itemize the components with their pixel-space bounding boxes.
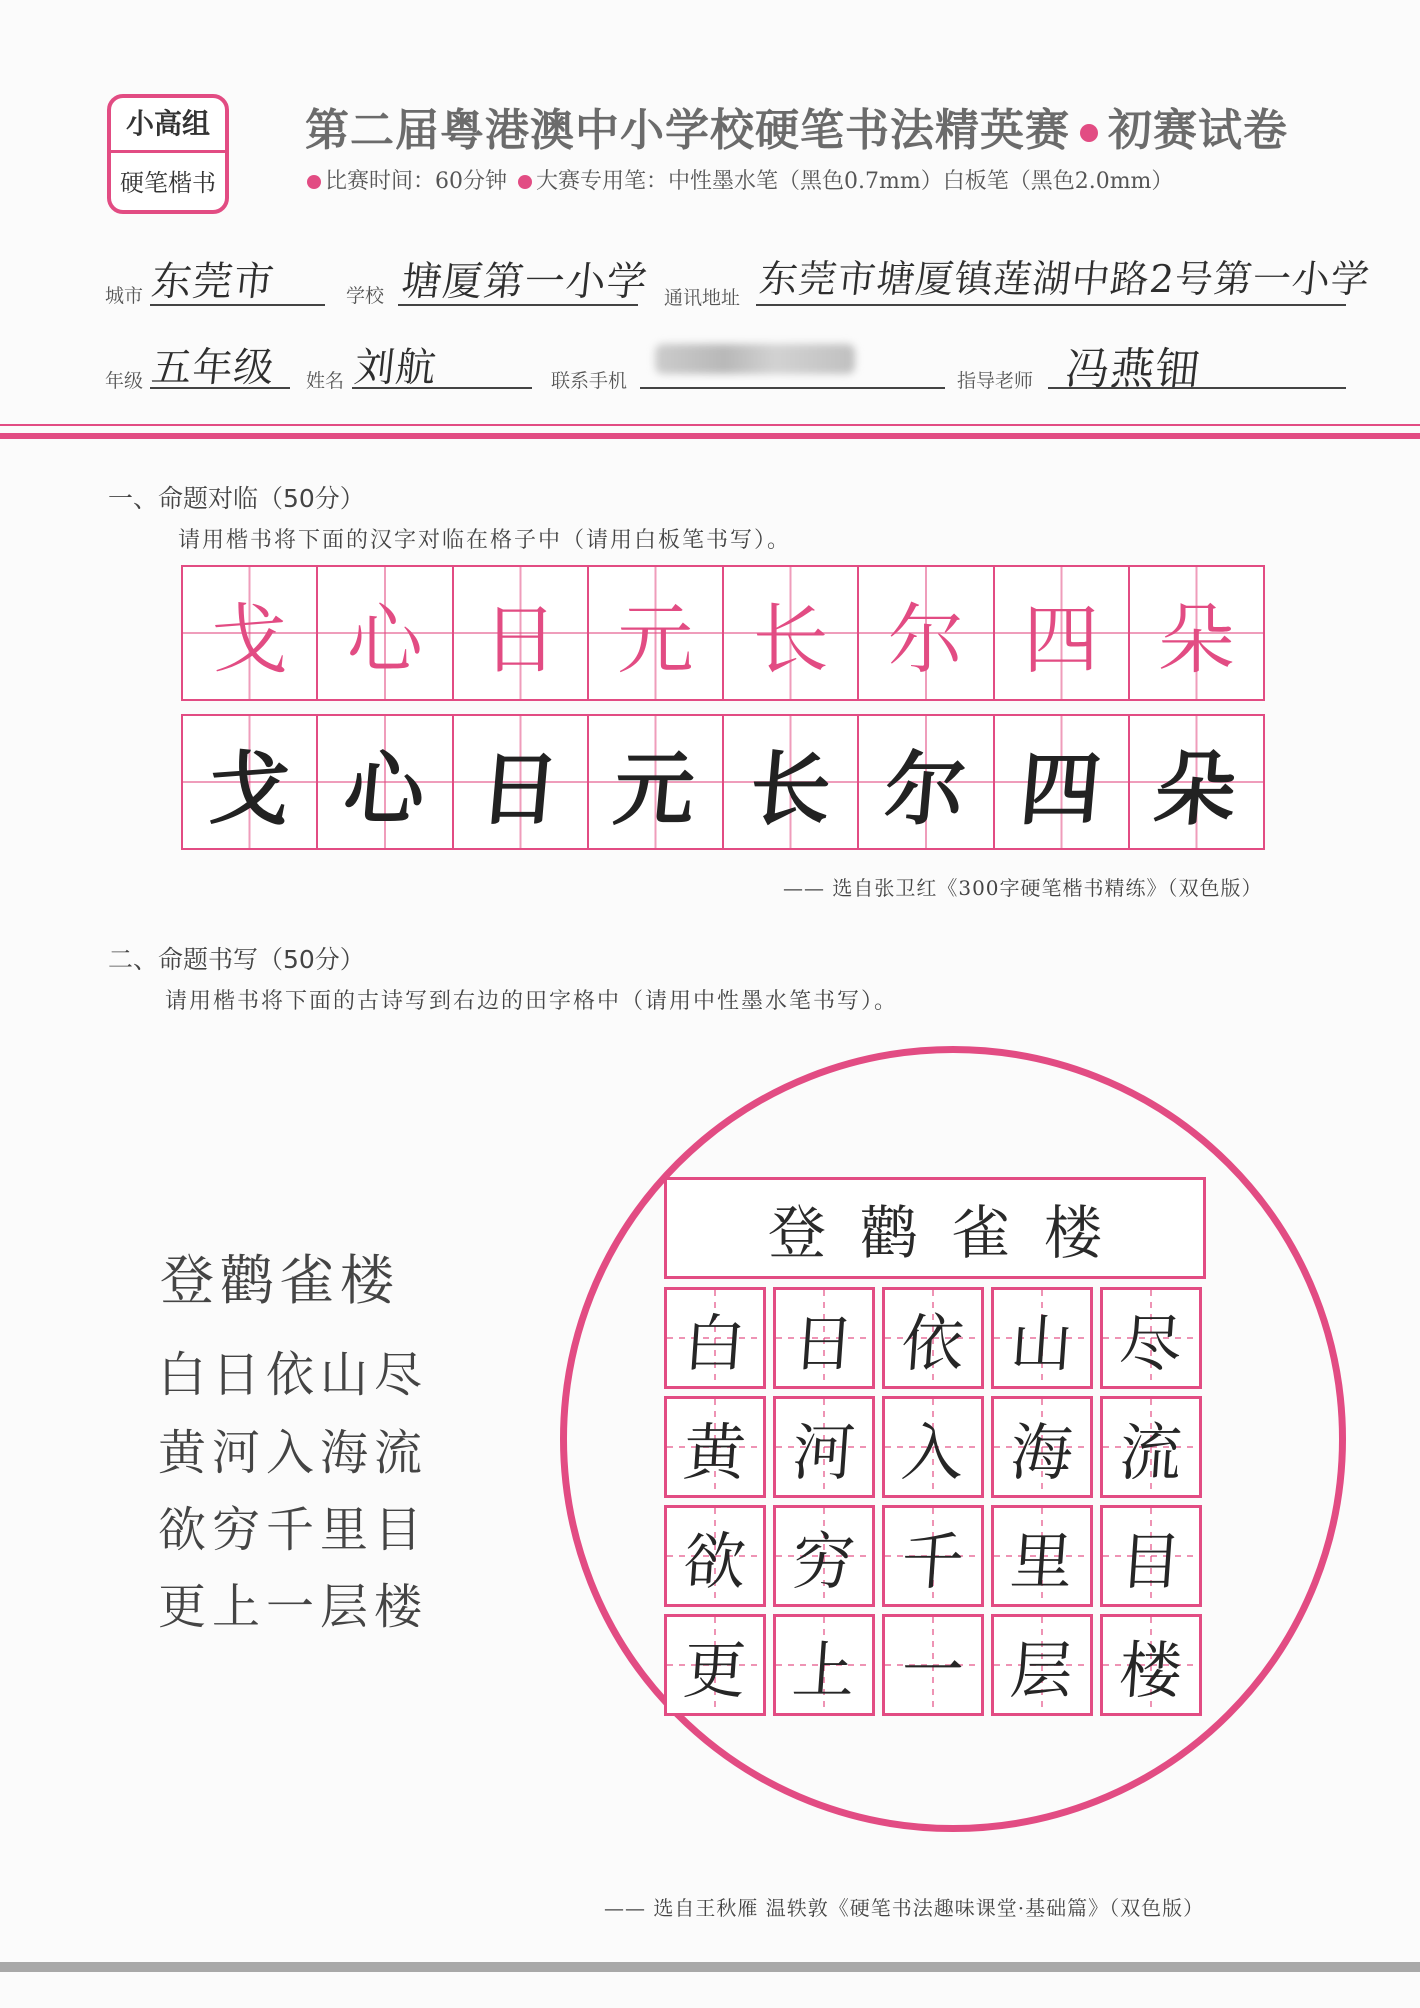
writing-grid[interactable] <box>664 1287 1202 1716</box>
city-label: 城市 <box>105 285 144 307</box>
writing-cell[interactable]: 一 <box>882 1614 984 1716</box>
header-divider-thin <box>0 424 1420 426</box>
teacher-label: 指导老师 <box>957 370 1034 392</box>
poem-line: 更上一层楼 <box>158 1579 429 1635</box>
teacher-underline <box>1048 387 1346 389</box>
model-cell: 戈 <box>183 567 318 699</box>
phone-field-redacted[interactable] <box>655 344 855 374</box>
writing-cell[interactable]: 山 <box>991 1287 1093 1389</box>
poem-line: 白日依山尽 <box>158 1347 429 1403</box>
phone-label: 联系手机 <box>551 370 628 392</box>
badge-category: 硬笔楷书 <box>120 169 216 197</box>
page-bottom-bar <box>0 1962 1420 1972</box>
writing-row <box>664 1287 1202 1389</box>
copy-cell[interactable]: 戈 <box>183 716 318 848</box>
writing-cell[interactable]: 上 <box>773 1614 875 1716</box>
grade-underline <box>150 387 290 389</box>
writing-cell[interactable]: 里 <box>991 1505 1093 1607</box>
copy-cell[interactable]: 四 <box>995 716 1130 848</box>
writing-cell[interactable]: 楼 <box>1100 1614 1202 1716</box>
writing-cell[interactable]: 更 <box>664 1614 766 1716</box>
competition-badge <box>107 94 229 214</box>
section1-credit: —— 选自张卫红《300字硬笔楷书精练》（双色版） <box>783 876 1263 900</box>
address-underline <box>756 304 1346 306</box>
school-label: 学校 <box>346 285 385 307</box>
model-grid <box>181 565 1265 701</box>
writing-cell[interactable]: 尽 <box>1100 1287 1202 1389</box>
copy-cell[interactable]: 长 <box>724 716 859 848</box>
written-title-box[interactable] <box>664 1177 1206 1279</box>
writing-cell[interactable]: 穷 <box>773 1505 875 1607</box>
poem-line: 黄河入海流 <box>158 1425 429 1481</box>
writing-cell[interactable]: 欲 <box>664 1505 766 1607</box>
writing-cell[interactable]: 目 <box>1100 1505 1202 1607</box>
address-field[interactable]: 东莞市塘厦镇莲湖中路2号第一小学 <box>757 257 1373 301</box>
school-field[interactable]: 塘厦第一小学 <box>399 259 651 305</box>
section1-instruction: 请用楷书将下面的汉字对临在格子中（请用白板笔书写）。 <box>178 528 792 553</box>
exam-time: 比赛时间：60分钟 <box>325 169 507 194</box>
exam-info <box>307 164 1173 195</box>
teacher-field[interactable]: 冯燕钿 <box>1062 344 1204 395</box>
writing-cell[interactable]: 海 <box>991 1396 1093 1498</box>
name-field[interactable]: 刘航 <box>352 345 440 391</box>
writing-cell[interactable]: 千 <box>882 1505 984 1607</box>
writing-row <box>664 1505 1202 1607</box>
bullet-icon <box>307 175 321 189</box>
writing-cell[interactable]: 黄 <box>664 1396 766 1498</box>
section2-credit: —— 选自王秋雁 温轶敦《硬笔书法趣味课堂·基础篇》（双色版） <box>604 1896 1205 1920</box>
writing-cell[interactable]: 入 <box>882 1396 984 1498</box>
section2-instruction: 请用楷书将下面的古诗写到右边的田字格中（请用中性墨水笔书写）。 <box>165 989 899 1014</box>
writing-cell[interactable]: 流 <box>1100 1396 1202 1498</box>
bullet-icon <box>518 175 532 189</box>
phone-underline <box>640 387 945 389</box>
writing-cell[interactable]: 依 <box>882 1287 984 1389</box>
address-label: 通讯地址 <box>664 287 741 309</box>
section2-title: 二、命题书写（50分） <box>108 945 365 974</box>
model-cell: 朵 <box>1130 567 1263 699</box>
school-underline <box>398 304 638 306</box>
writing-cell[interactable]: 白 <box>664 1287 766 1389</box>
model-cell: 尔 <box>859 567 994 699</box>
title-dot-icon <box>1080 124 1098 142</box>
city-field[interactable]: 东莞市 <box>149 259 278 305</box>
grade-field[interactable]: 五年级 <box>149 345 278 391</box>
name-label: 姓名 <box>306 370 345 392</box>
page-title <box>305 94 1288 158</box>
grade-label: 年级 <box>105 370 144 392</box>
poem-line: 欲穷千里目 <box>158 1502 429 1558</box>
section1-title: 一、命题对临（50分） <box>108 484 365 513</box>
copy-cell[interactable]: 朵 <box>1130 716 1263 848</box>
header-divider-thick <box>0 433 1420 439</box>
copy-cell[interactable]: 心 <box>318 716 453 848</box>
copy-grid[interactable] <box>181 714 1265 850</box>
badge-group: 小高组 <box>111 98 225 153</box>
model-cell: 长 <box>724 567 859 699</box>
name-underline <box>352 387 532 389</box>
writing-cell[interactable]: 日 <box>773 1287 875 1389</box>
writing-cell[interactable]: 河 <box>773 1396 875 1498</box>
copy-cell[interactable]: 尔 <box>859 716 994 848</box>
writing-cell[interactable]: 层 <box>991 1614 1093 1716</box>
model-cell: 元 <box>589 567 724 699</box>
city-underline <box>150 304 325 306</box>
copy-cell[interactable]: 元 <box>589 716 724 848</box>
model-cell: 心 <box>318 567 453 699</box>
writing-row <box>664 1396 1202 1498</box>
copy-cell[interactable]: 日 <box>454 716 589 848</box>
exam-pen: 大赛专用笔：中性墨水笔（黑色0.7mm）白板笔（黑色2.0mm） <box>536 169 1174 194</box>
title-sub: 初赛试卷 <box>1108 105 1288 156</box>
poem-title: 登鹳雀楼 <box>160 1249 400 1312</box>
model-cell: 四 <box>995 567 1130 699</box>
model-cell: 日 <box>454 567 589 699</box>
written-title: 登鹳雀楼 <box>767 1199 1136 1267</box>
title-main: 第二届粤港澳中小学校硬笔书法精英赛 <box>305 105 1070 156</box>
writing-row <box>664 1614 1202 1716</box>
